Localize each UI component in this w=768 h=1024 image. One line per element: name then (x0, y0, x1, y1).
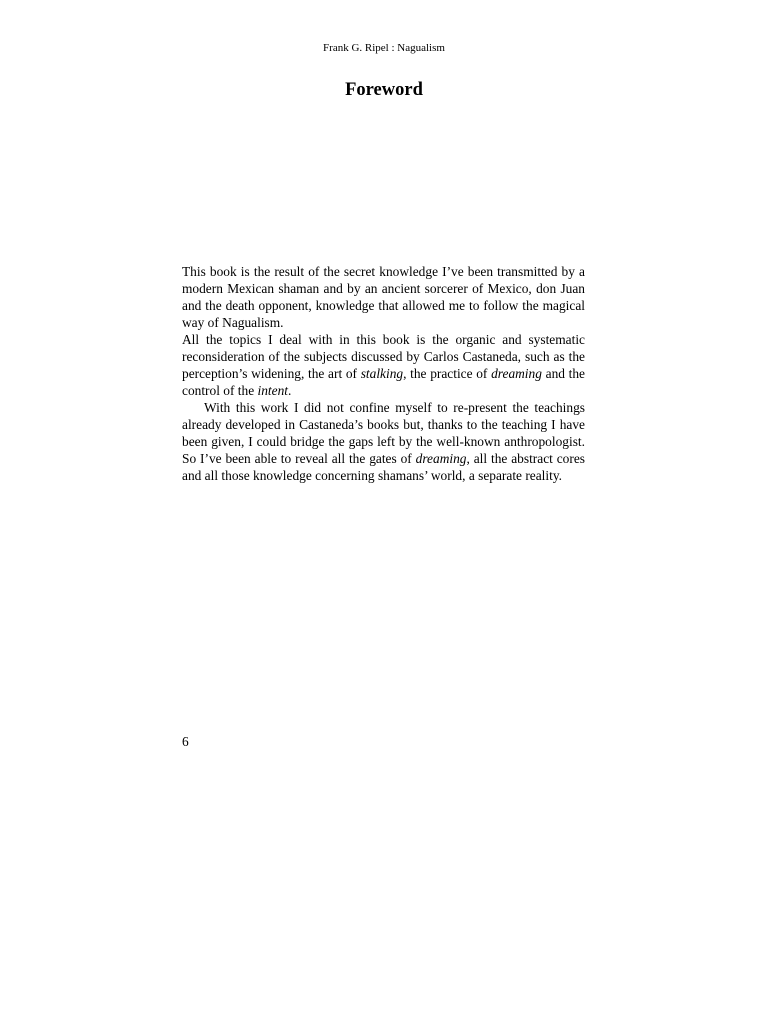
italic-term-dreaming: dreaming (491, 366, 542, 381)
running-header: Frank G. Ripel : Nagualism (323, 42, 445, 54)
paragraph-2-text-2: , the practice of (403, 366, 492, 381)
page-title: Foreword (345, 80, 423, 100)
italic-term-dreaming-2: dreaming (415, 451, 467, 466)
italic-term-stalking: stalking (360, 366, 404, 381)
paragraph-2-text-3: and the control of the (182, 366, 586, 398)
paragraph-3 (182, 399, 585, 484)
paragraph-2-text-4: . (288, 383, 292, 398)
paragraph-2-text-1: All the topics I deal with in this book is the organic and systematic reconsideration of the subjects discussed by Carlos Castaneda, such as the perception’s widening, the art of (182, 332, 585, 381)
paragraph-2 (182, 331, 585, 399)
body-text (182, 263, 585, 484)
page-number: 6 (182, 734, 189, 749)
paragraph-1: This book is the result of the secret knowledge I’ve been transmitted by a modern Mexican shaman and by an ancient sorcerer of Mexico, don Juan and the death opponent, knowledge that allowed me to follow the magical way of Nagualism. (182, 264, 585, 330)
italic-term-intent: intent (257, 383, 288, 398)
paragraph-3-text-2: , all the abstract cores and all those knowledge concerning shamans’ world, a separate reality. (182, 451, 585, 483)
paragraph-3-text-1: With this work I did not confine myself to re-present the teachings already developed in Castaneda’s books but, thanks to the teaching I have been given, I could bridge the gaps left by the well-known anthropologist. So I’ve been able to reveal all the gates of (182, 400, 585, 466)
